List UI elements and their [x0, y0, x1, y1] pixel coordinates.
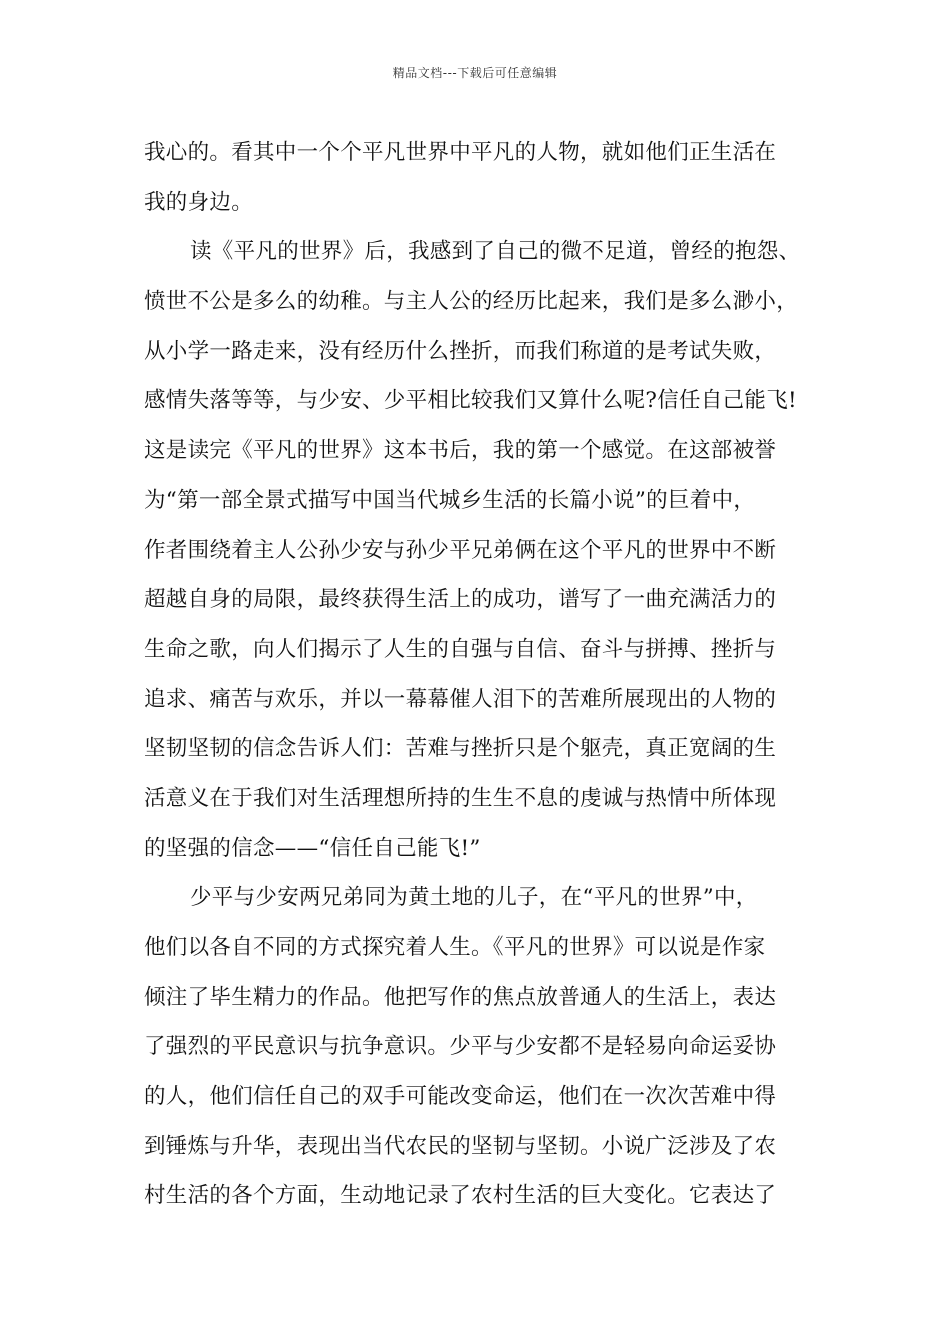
- text-line: 了强烈的平民意识与抗争意识。少平与少安都不是轻易向命运妥协: [144, 1034, 777, 1060]
- paragraph-start-line: 少平与少安两兄弟同为黄土地的儿子，在“平凡的世界”中，: [190, 885, 758, 911]
- text-line: 的坚强的信念——“信任自己能飞!”: [144, 835, 481, 861]
- text-line: 这是读完《平凡的世界》这本书后，我的第一个感觉。在这部被誉: [144, 438, 777, 464]
- text-line: 坚韧坚韧的信念告诉人们：苦难与挫折只是个躯壳，真正宽阔的生: [144, 736, 777, 762]
- text-line: 的人，他们信任自己的双手可能改变命运，他们在一次次苦难中得: [144, 1084, 777, 1110]
- text-line: 倾注了毕生精力的作品。他把写作的焦点放普通人的生活上，表达: [144, 984, 777, 1010]
- body-text: [144, 128, 814, 1221]
- text-line: 为“第一部全景式描写中国当代城乡生活的长篇小说”的巨着中，: [144, 487, 756, 513]
- text-line: 活意义在于我们对生活理想所持的生生不息的虔诚与热情中所体现: [144, 785, 777, 811]
- paragraph-start-line: 读《平凡的世界》后，我感到了自己的微不足道，曾经的抱怨、: [190, 239, 801, 265]
- text-line: 愤世不公是多么的幼稚。与主人公的经历比起来，我们是多么渺小，: [144, 289, 799, 315]
- page-header: 精品文档---下载后可任意编辑: [392, 66, 558, 80]
- text-line: 我的身边。: [144, 189, 254, 215]
- text-line: 追求、痛苦与欢乐，并以一幕幕催人泪下的苦难所展现出的人物的: [144, 686, 777, 712]
- text-line: 感情失落等等，与少安、少平相比较我们又算什么呢?信任自己能飞!: [144, 388, 797, 414]
- text-line: 我心的。看其中一个个平凡世界中平凡的人物，就如他们正生活在: [144, 140, 777, 165]
- text-line: 生命之歌，向人们揭示了人生的自强与自信、奋斗与拼搏、挫折与: [144, 636, 777, 662]
- text-line: 超越自身的局限，最终获得生活上的成功，谱写了一曲充满活力的: [144, 587, 777, 613]
- text-line: 从小学一路走来，没有经历什么挫折，而我们称道的是考试失败，: [144, 338, 777, 364]
- text-line: 作者围绕着主人公孙少安与孙少平兄弟俩在这个平凡的世界中不断: [144, 537, 777, 563]
- text-line: 村生活的各个方面，生动地记录了农村生活的巨大变化。它表达了: [144, 1183, 777, 1209]
- text-line: 到锤炼与升华，表现出当代农民的坚韧与坚韧。小说广泛涉及了农: [144, 1133, 777, 1159]
- text-line: 他们以各自不同的方式探究着人生。《平凡的世界》可以说是作家: [144, 935, 766, 960]
